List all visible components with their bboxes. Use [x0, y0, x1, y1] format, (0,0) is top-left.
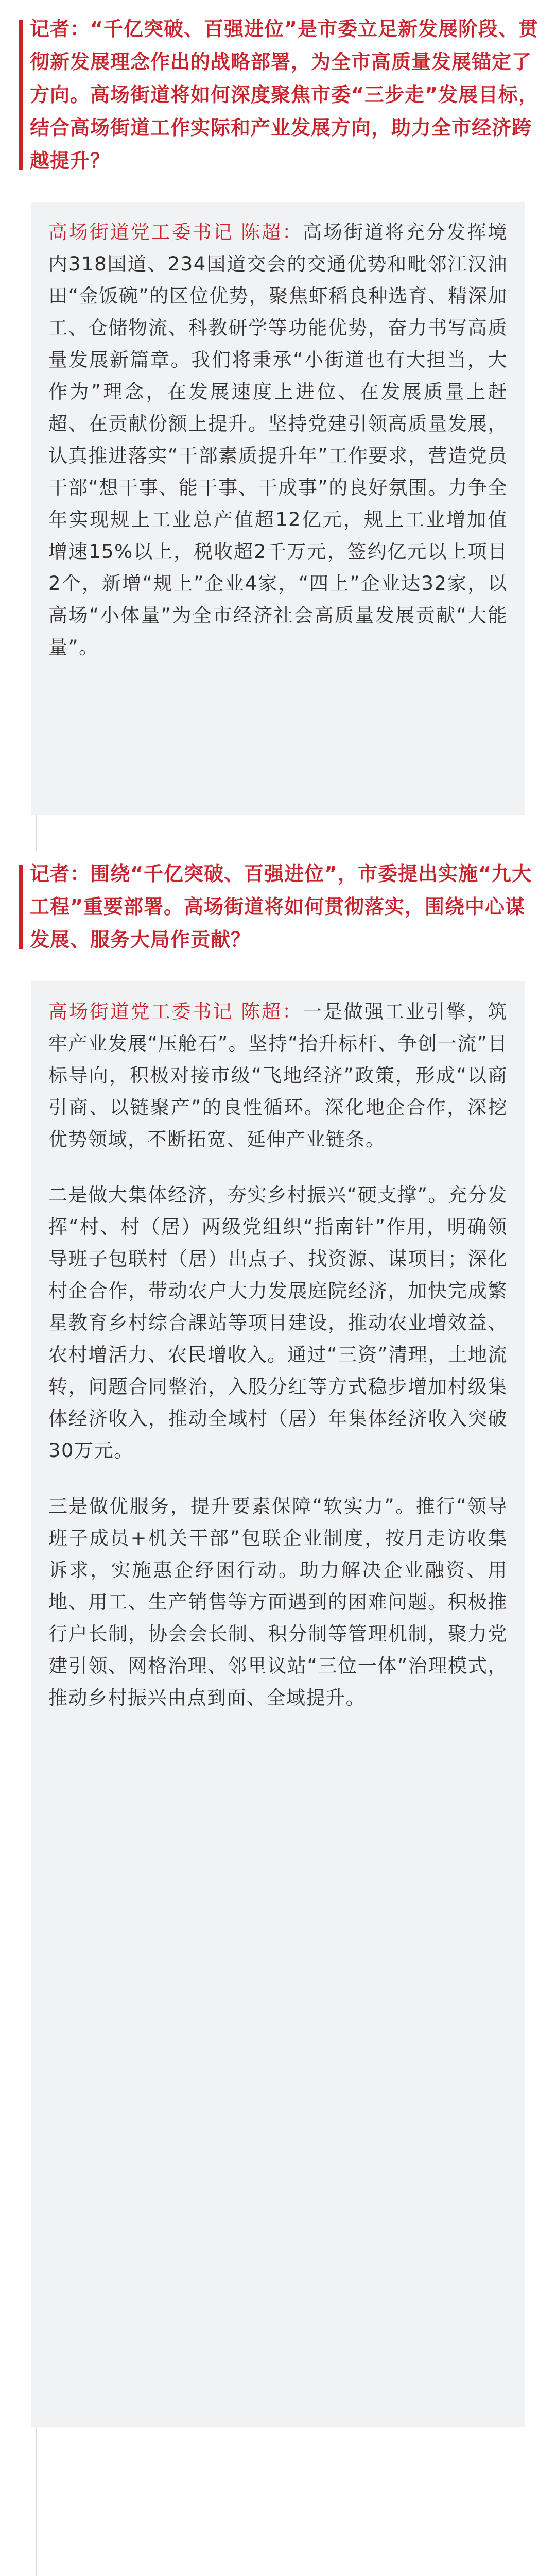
answer-text: 高场街道将充分发挥境内318国道、234国道交会的交通优势和毗邻江汉油田“金饭碗”的区位优势，聚焦虾稻良种选育、精深加工、仓储物流、科教研学等功能优势，奋力书写高质量发展新篇章。我们将秉承“小街道也有大担当，大作为”理念，在发展速度上进位、在发展质量上赶超、在贡献份额上提升。坚持党建引领高质量发展，认真推进落实“干部素质提升年”工作要求，营造党员干部“想干事、能干事、干成事”的良好氛围。力争全年实现规上工业总产值超12亿元，规上工业增加值增速15%以上，税收超2千万元，签约亿元以上项目2个，新增“规上”企业4家，“四上”企业达32家，以高场“小体量”为全市经济社会高质量发展贡献“大能量”。 [48, 221, 508, 658]
speaker-label: 高场街道党工委书记 陈超： [48, 221, 303, 243]
answer-text: 一是做强工业引擎，筑牢产业发展“压舱石”。坚持“抬升标杆、争创一流”目标导向，积极对接市级“飞地经济”政策，形成“以商引商、以链聚产”的良性循环。深化地企合作，深挖优势领域，不断拓宽、延伸产业链条。 [48, 1001, 508, 1150]
speaker-label: 高场街道党工委书记 陈超： [48, 1001, 303, 1023]
answer-paragraph: 三是做优服务，提升要素保障“软实力”。推行“领导班子成员+机关干部”包联企业制度，按月走访收集诉求，实施惠企纾困行动。助力解决企业融资、用地、用工、生产销售等方面遇到的困难问题。积极推行户长制，协会会长制、积分制等管理机制，聚力党建引领、网格治理、邻里议站“三位一体”治理模式，推动乡村振兴由点到面、全域提升。 [48, 1495, 508, 1709]
answer-paragraph [48, 216, 508, 664]
answer-paragraph [48, 996, 508, 1156]
answer-card-2 [31, 981, 525, 2427]
divider-line [36, 2427, 37, 2576]
reporter-question-2 [19, 857, 538, 956]
question-accent-bar [19, 865, 23, 949]
divider-line [36, 815, 37, 851]
question-accent-bar [19, 20, 23, 170]
reporter-question-1 [19, 12, 538, 177]
answer-paragraph: 二是做大集体经济，夯实乡村振兴“硬支撑”。充分发挥“村、村（居）两级党组织“指南针”作用，明确领导班子包联村（居）出点子、找资源、谋项目；深化村企合作，带动农户大力发展庭院经济，加快完成繁星教育乡村综合課站等项目建设，推动农业增效益、农村增活力、农民增收入。通过“三资”清理，土地流转，问题合同整治，入股分红等方式稳步增加村级集体经济收入，推动全域村（居）年集体经济收入突破30万元。 [48, 1184, 508, 1462]
answer-card-1 [31, 202, 525, 815]
question-text: 记者：围绕“千亿突破、百强进位”，市委提出实施“九大工程”重要部署。高场街道将如何贯彻落实，围绕中心谋发展、服务大局作贡献？ [30, 862, 532, 951]
question-text: 记者：“千亿突破、百强进位”是市委立足新发展阶段、贯彻新发展理念作出的战略部署，为全市高质量发展锚定了方向。高场街道将如何深度聚焦市委“三步走”发展目标，结合高场街道工作实际和产业发展方向，助力全市经济跨越提升？ [30, 18, 538, 172]
